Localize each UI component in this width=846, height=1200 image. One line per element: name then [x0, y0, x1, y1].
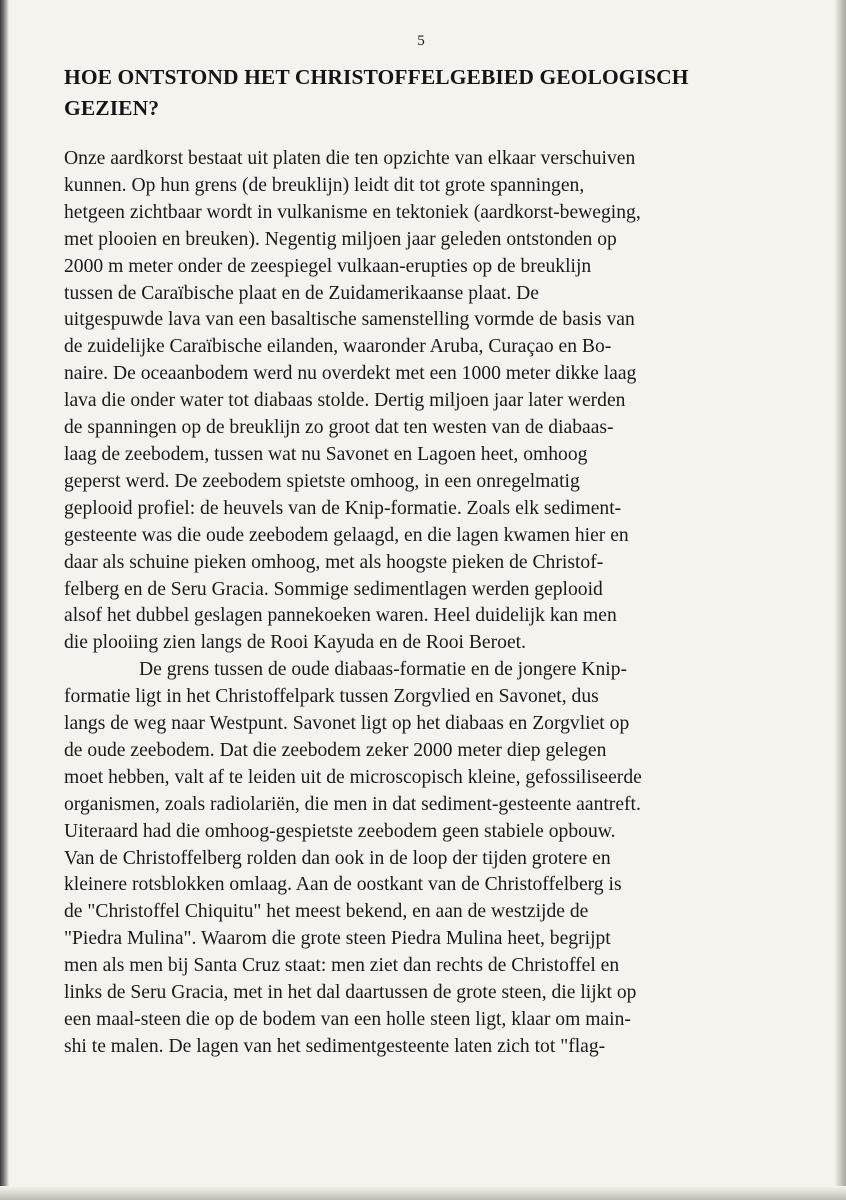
title-line: GEZIEN? [64, 96, 160, 120]
text-line: lava die onder water tot diabaas stolde. Dertig miljoen jaar later werden [64, 390, 626, 412]
text-line: de zuidelijke Caraïbische eilanden, waaronder Aruba, Curaçao en Bo- [64, 336, 612, 358]
text-line: kleinere rotsblokken omlaag. Aan de oostkant van de Christoffelberg is [64, 874, 622, 896]
text-line: formatie ligt in het Christoffelpark tussen Zorgvlied en Savonet, dus [64, 686, 599, 708]
text-line: de oude zeebodem. Dat die zeebodem zeker 2000 meter diep gelegen [64, 739, 607, 761]
text-line: de spanningen op de breuklijn zo groot dat ten westen van de diabaas- [64, 417, 614, 439]
page-binding-edge [0, 0, 9, 1200]
text-line: organismen, zoals radiolariën, die men in dat sediment-gesteente aantreft. [64, 793, 641, 815]
text-line: een maal-steen die op de bodem van een holle steen ligt, klaar om main- [64, 1009, 631, 1030]
text-line: gesteente was die oude zeebodem gelaagd, en die lagen kwamen hier en [64, 524, 629, 546]
text-line: alsof het dubbel geslagen pannekoeken waren. Heel duidelijk kan men [64, 605, 617, 627]
text-line: men als men bij Santa Cruz staat: men ziet dan rechts de Christoffel en [64, 955, 620, 977]
text-line-paragraph-start: De grens tussen de oude diabaas-formatie en de jongere Knip- [139, 659, 628, 681]
text-line: geplooid profiel: de heuvels van de Knip-formatie. Zoals elk sediment- [64, 497, 622, 519]
text-line: laag de zeebodem, tussen wat nu Savonet en Lagoen heet, omhoog [64, 443, 588, 465]
page-bottom-edge [0, 1186, 846, 1200]
text-line: daar als schuine pieken omhoog, met als hoogste pieken de Christof- [64, 551, 604, 573]
text-line: tussen de Caraïbische plaat en de Zuidamerikaanse plaat. De [64, 282, 539, 304]
text-line: de "Christoffel Chiquitu" het meest bekend, en aan de westzijde de [64, 901, 589, 923]
text-line: Van de Christoffelberg rolden dan ook in de loop der tijden grotere en [64, 847, 611, 869]
page-right-edge [834, 0, 846, 1200]
text-line: hetgeen zichtbaar wordt in vulkanisme en tektoniek (aardkorst-beweging, [64, 201, 641, 223]
text-line: Onze aardkorst bestaat uit platen die ten opzichte van elkaar verschuiven [64, 148, 636, 169]
body-text [64, 146, 804, 1061]
page-title [64, 62, 794, 124]
text-line: kunnen. Op hun grens (de breuklijn) leidt dit tot grote spanningen, [64, 174, 585, 196]
text-line: geperst werd. De zeebodem spietste omhoog, in een onregelmatig [64, 470, 580, 492]
text-line: "Piedra Mulina". Waarom die grote steen Piedra Mulina heet, begrijpt [64, 928, 611, 950]
text-line: 2000 m meter onder de zeespiegel vulkaan-erupties op de breuklijn [64, 255, 592, 277]
text-line: naire. De oceaanbodem werd nu overdekt met een 1000 meter dikke laag [64, 363, 637, 385]
page-number: 5 [417, 33, 425, 49]
text-line: die plooiing zien langs de Rooi Kayuda en de Rooi Beroet. [64, 632, 526, 654]
text-line: langs de weg naar Westpunt. Savonet ligt op het diabaas en Zorgvliet op [64, 713, 630, 735]
text-line: links de Seru Gracia, met in het dal daartussen de grote steen, die lijkt op [64, 982, 637, 1004]
text-line: felberg en de Seru Gracia. Sommige sedimentlagen werden geplooid [64, 578, 603, 600]
text-line: Uiteraard had die omhoog-gespietste zeebodem geen stabiele opbouw. [64, 820, 616, 842]
text-line: uitgespuwde lava van een basaltische samenstelling vormde de basis van [64, 309, 635, 331]
title-line: HOE ONTSTOND HET CHRISTOFFELGEBIED GEOLOGISCH [64, 65, 689, 89]
text-line: moet hebben, valt af te leiden uit de microscopisch kleine, gefossiliseerde [64, 766, 642, 788]
text-line: met plooien en breuken). Negentig miljoen jaar geleden ontstonden op [64, 228, 617, 250]
text-line: shi te malen. De lagen van het sedimentgesteente laten zich tot "flag- [64, 1035, 606, 1057]
